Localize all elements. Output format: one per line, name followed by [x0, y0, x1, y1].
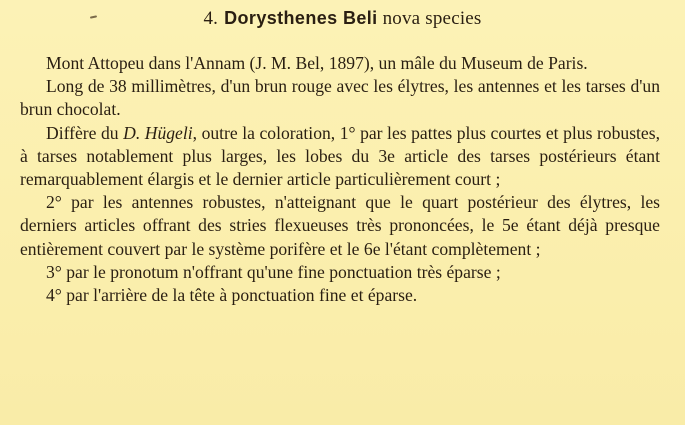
- species-number: 4.: [203, 8, 219, 29]
- paragraph-point-4: 4° par l'arrière de la tête à ponctuation fine et éparse.: [46, 285, 418, 306]
- paragraph-differs: [20, 122, 660, 192]
- species-heading: [0, 6, 685, 31]
- differs-intro: Diffère du: [46, 122, 119, 143]
- species-status: nova species: [382, 8, 482, 29]
- paragraph-point-3: 3° par le pronotum n'offrant qu'une fine ponctuation très éparse ;: [46, 261, 501, 282]
- compared-species: D. Hügeli: [123, 122, 193, 143]
- paragraph-point-2: 2° par les antennes robustes, n'atteignant que le quart postérieur des élytres, les derniers articles offrant des stries flexueuses très prononcées, le 5e étant déjà presque entièrement couvert par le système porifère et le 6e l'étant complètement ;: [20, 192, 660, 259]
- paragraph-locality: Mont Attopeu dans l'Annam (J. M. Bel, 1897), un mâle du Museum de Paris.: [46, 53, 588, 73]
- species-name: Dorysthenes Beli: [224, 8, 378, 28]
- differs-point-1: , outre la coloration, 1° par les pattes plus courtes et plus robustes, à tarses notablement plus larges, les lobes du 3e article des tarses postérieurs étant remarquablement élargis et le dernier article particulièrement court ;: [20, 122, 660, 190]
- description-text: [20, 52, 660, 307]
- paragraph-length: Long de 38 millimètres, d'un brun rouge avec les élytres, les antennes et les tarses d'un brun chocolat.: [20, 76, 660, 120]
